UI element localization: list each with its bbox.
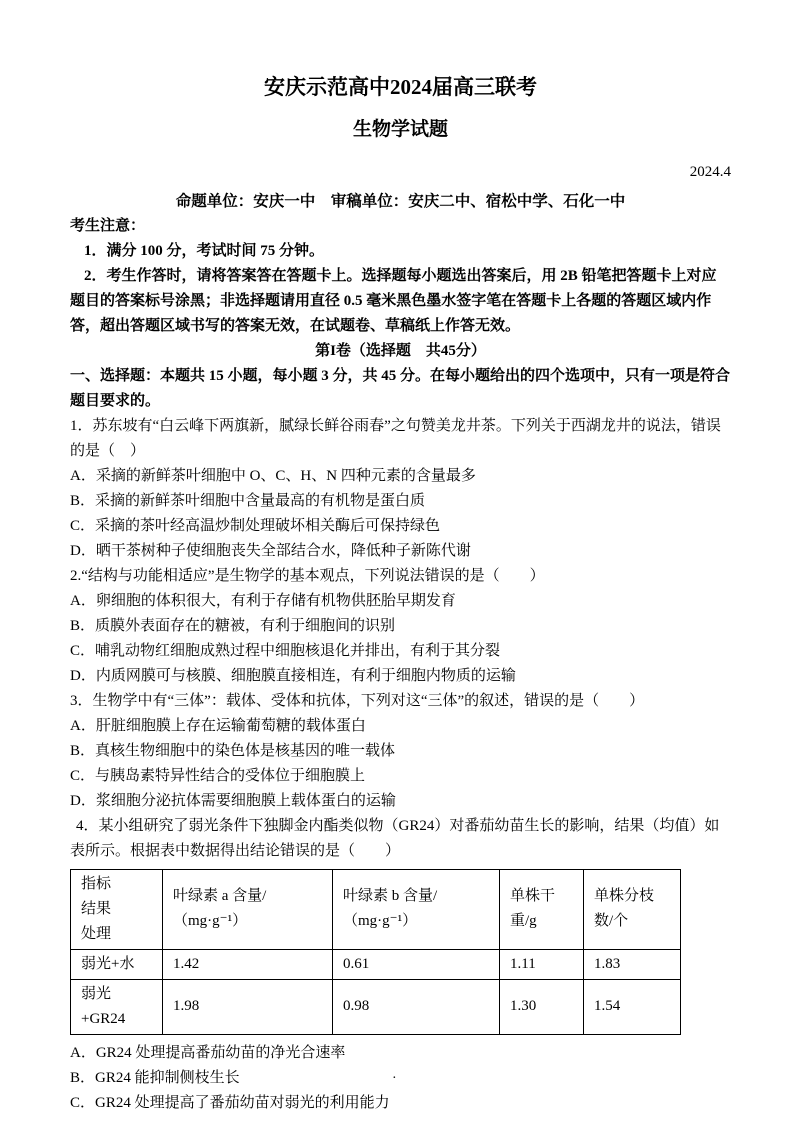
- question-3-option-d: D．浆细胞分泌抗体需要细胞膜上载体蛋白的运输: [70, 792, 396, 809]
- question-1-option-d: D．晒干茶树种子使细胞丧失全部结合水，降低种子新陈代谢: [70, 542, 471, 559]
- notice-item-2: 2．考生作答时，请将答案答在答题卡上。选择题每小题选出答案后，用 2B 铅笔把答题卡上对应题目的答案标号涂黑；非选择题请用直径 0.5 毫米黑色墨水签字笔在答题卡上各题的答题区域内作答，超出答题区域书写的答案无效，在试题卷、草稿纸上作答无效。: [70, 267, 717, 334]
- corner-line-indicator: 指标: [81, 875, 112, 892]
- question-1-stem: 1．苏东坡有“白云峰下两旗新，腻绿长鲜谷雨春”之句赞美龙井茶。下列关于西湖龙井的说法，错误的是（ ）: [70, 417, 721, 459]
- table-cell: 1.30: [500, 979, 584, 1034]
- notice-section: [70, 214, 731, 339]
- question-4-stem: 4．某小组研究了弱光条件下独脚金内酯类似物（GR24）对番茄幼苗生长的影响，结果（均值）如表所示。根据表中数据得出结论错误的是（ ）: [70, 817, 720, 859]
- row-label: 弱光+水: [71, 949, 163, 979]
- question-1-option-a: A．采摘的新鲜茶叶细胞中 O、C、H、N 四种元素的含量最多: [70, 467, 476, 484]
- question-2-option-b: B．质膜外表面存在的糖被，有利于细胞间的识别: [70, 617, 396, 634]
- question-4-option-b: B．GR24 能抑制侧枝生长: [70, 1069, 240, 1086]
- stray-mark: ·: [392, 1071, 397, 1086]
- exam-subtitle: 生物学试题: [352, 119, 448, 141]
- question-1-option-c: C．采摘的茶叶经高温炒制处理破坏相关酶后可保持绿色: [70, 517, 441, 534]
- question-3: [70, 689, 731, 814]
- table-row: [71, 949, 681, 979]
- question-2-option-a: A．卵细胞的体积很大，有利于存储有机物供胚胎早期发育: [70, 592, 456, 609]
- question-4-option-a: A．GR24 处理提高番茄幼苗的净光合速率: [70, 1044, 346, 1061]
- question-1-option-b: B．采摘的新鲜茶叶细胞中含量最高的有机物是蛋白质: [70, 492, 426, 509]
- question-3-option-b: B．真核生物细胞中的染色体是核基因的唯一载体: [70, 742, 396, 759]
- question-2-option-c: C．哺乳动物红细胞成熟过程中细胞核退化并排出，有利于其分裂: [70, 642, 501, 659]
- table-cell: 1.42: [163, 949, 333, 979]
- question-3-option-a: A．肝脏细胞膜上存在运输葡萄糖的载体蛋白: [70, 717, 366, 734]
- page-title: 安庆示范高中2024届高三联考: [264, 75, 537, 100]
- corner-line-result: 结果: [81, 900, 112, 917]
- notice-item-1: 1．满分 100 分，考试时间 75 分钟。: [84, 242, 325, 259]
- row-label: 弱光+GR24: [71, 979, 163, 1034]
- notice-heading: 考生注意：: [70, 217, 146, 234]
- question-3-stem: 3．生物学中有“三体”：载体、受体和抗体，下列对这“三体”的叙述，错误的是（ ）: [70, 692, 645, 709]
- question-2: [70, 564, 731, 689]
- table-cell: 1.98: [163, 979, 333, 1034]
- question-4: [70, 814, 731, 1116]
- exam-date: 2024.4: [689, 163, 731, 180]
- table-cell: 1.83: [584, 949, 681, 979]
- column-header-branch-count: 单株分枝数/个: [584, 869, 681, 949]
- results-table: [70, 869, 681, 1035]
- question-2-stem: 2.“结构与功能相适应”是生物学的基本观点，下列说法错误的是（ ）: [70, 567, 545, 584]
- corner-cell: [71, 869, 163, 949]
- corner-line-treatment: 处理: [81, 925, 112, 942]
- table-cell: 1.11: [500, 949, 584, 979]
- question-1: [70, 414, 731, 564]
- table-cell: 1.54: [584, 979, 681, 1034]
- table-header-row: [71, 869, 681, 949]
- source-line: 命题单位：安庆一中 审稿单位：安庆二中、宿松中学、石化一中: [175, 192, 626, 210]
- section-title: 第I卷（选择题 共45分）: [315, 342, 486, 359]
- column-header-chlorophyll-b: 叶绿素 b 含量/（mg·g⁻¹）: [333, 869, 500, 949]
- question-4-option-c: C．GR24 处理提高了番茄幼苗对弱光的利用能力: [70, 1094, 390, 1111]
- table-cell: 0.98: [333, 979, 500, 1034]
- column-header-dry-weight: 单株干重/g: [500, 869, 584, 949]
- table-row: [71, 979, 681, 1034]
- question-2-option-d: D．内质网膜可与核膜、细胞膜直接相连，有利于细胞内物质的运输: [70, 667, 516, 684]
- question-3-option-c: C．与胰岛素特异性结合的受体位于细胞膜上: [70, 767, 366, 784]
- column-header-chlorophyll-a: 叶绿素 a 含量/（mg·g⁻¹）: [163, 869, 333, 949]
- section-intro: 一、选择题：本题共 15 小题，每小题 3 分，共 45 分。在每小题给出的四个选项中，只有一项是符合题目要求的。: [70, 367, 731, 409]
- table-cell: 0.61: [333, 949, 500, 979]
